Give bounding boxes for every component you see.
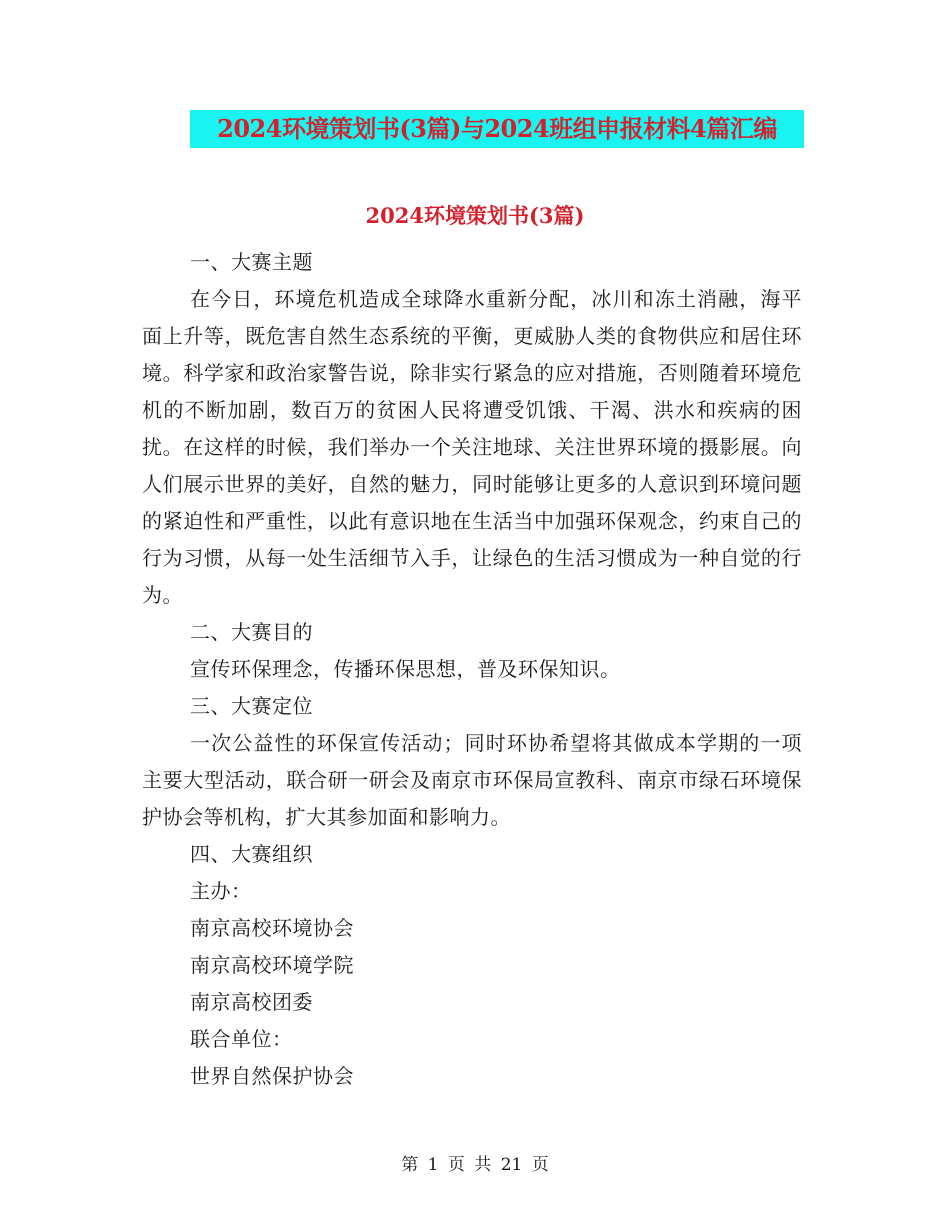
- paragraph-positioning: 一次公益性的环保宣传活动；同时环协希望将其做成本学期的一项主要大型活动，联合研一研会及南京市环保局宣教科、南京市绿石环境保护协会等机构，扩大其参加面和影响力。: [142, 731, 802, 829]
- page-number: 第 1 页 共 21 页: [401, 1155, 549, 1175]
- heading-positioning: 三、大赛定位: [190, 694, 313, 718]
- heading-organization: 四、大赛组织: [190, 842, 313, 866]
- paragraph-purpose: 宣传环保理念，传播环保思想，普及环保知识。: [190, 657, 621, 681]
- host-item: 南京高校环境协会: [190, 916, 354, 940]
- document-title: 2024环境策划书(3篇)与2024班组申报材料4篇汇编: [190, 110, 804, 148]
- host-item: 南京高校环境学院: [190, 953, 354, 977]
- document-body: [142, 244, 802, 1095]
- heading-purpose: 二、大赛目的: [190, 620, 313, 644]
- heading-topic: 一、大赛主题: [190, 250, 313, 274]
- partner-label: 联合单位：: [190, 1027, 293, 1051]
- partner-item: 世界自然保护协会: [190, 1064, 354, 1088]
- paragraph-topic: 在今日，环境危机造成全球降水重新分配，冰川和冻土消融，海平面上升等，既危害自然生态系统的平衡，更威胁人类的食物供应和居住环境。科学家和政治家警告说，除非实行紧急的应对措施，否则随着环境危机的不断加剧，数百万的贫困人民将遭受饥饿、干渴、洪水和疾病的困扰。在这样的时候，我们举办一个关注地球、关注世界环境的摄影展。向人们展示世界的美好，自然的魅力，同时能够让更多的人意识到环境问题的紧迫性和严重性，以此有意识地在生活当中加强环保观念，约束自己的行为习惯，从每一处生活细节入手，让绿色的生活习惯成为一种自觉的行为。: [142, 287, 802, 607]
- host-label: 主办：: [190, 879, 252, 903]
- section-title: 2024环境策划书(3篇): [365, 203, 585, 228]
- host-item: 南京高校团委: [190, 990, 313, 1014]
